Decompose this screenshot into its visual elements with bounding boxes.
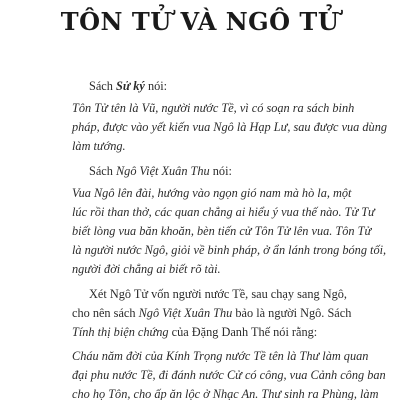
body-line (72, 325, 317, 340)
text: nói: (144, 79, 168, 93)
text: Sách (89, 79, 116, 93)
quote-line: biết lòng vua băn khoăn, bèn tiến cử Tôn Tử lên vua. Tôn Tử (72, 224, 372, 238)
book-title: Ngô Việt Xuân Thu (115, 164, 210, 178)
book-title: Sử ký (115, 79, 145, 93)
quote-line: đại phu nước Tề, đi đánh nước Cử có công, vua Cảnh công ban (72, 368, 386, 382)
quote-line: pháp, được vào yết kiến vua Ngô là Hạp Lư, sau được vua dùng (72, 120, 387, 134)
body-line (72, 306, 351, 321)
quote-line: lúc rồi than thở, các quan chẳng ai hiểu ý vua thế nào. Tử Tư (72, 205, 375, 219)
quote-line: người đời chẳng ai biết rõ tài. (72, 262, 221, 276)
body-line: Xét Ngô Tử vốn người nước Tề, sau chạy sang Ngô, (89, 287, 347, 301)
paragraph-sach-su-ky (89, 79, 167, 94)
book-title: Tính thị biện chứng (72, 325, 169, 339)
quote-line: làm tướng. (72, 139, 126, 153)
paragraph-ngo-viet-xuan-thu (89, 164, 232, 179)
text: bảo là người Ngô. Sách (232, 306, 352, 320)
book-title: Ngô Việt Xuân Thu (138, 306, 233, 320)
chapter-title: TÔN TỬ VÀ NGÔ TỬ (60, 7, 340, 36)
quote-line: là người nước Ngô, giỏi về binh pháp, ở ẩn lánh trong bóng tối, (72, 243, 387, 257)
quote-line: cho họ Tôn, cho ấp ăn lộc ở Nhạc An. Thư sinh ra Phùng, làm (72, 387, 379, 400)
text: của Đặng Danh Thế nói rằng: (168, 325, 318, 339)
quote-line: Vua Ngô lên đài, hướng vào ngọn gió nam mà hò la, một (72, 186, 352, 200)
quote-line: Tôn Tử tên là Vũ, người nước Tề, vì có soạn ra sách binh (72, 101, 355, 115)
text: nói: (209, 164, 232, 178)
text: cho nên sách (72, 306, 139, 320)
quote-line: Cháu năm đời của Kính Trọng nước Tề tên là Thư làm quan (72, 349, 369, 363)
text: Sách (89, 164, 116, 178)
